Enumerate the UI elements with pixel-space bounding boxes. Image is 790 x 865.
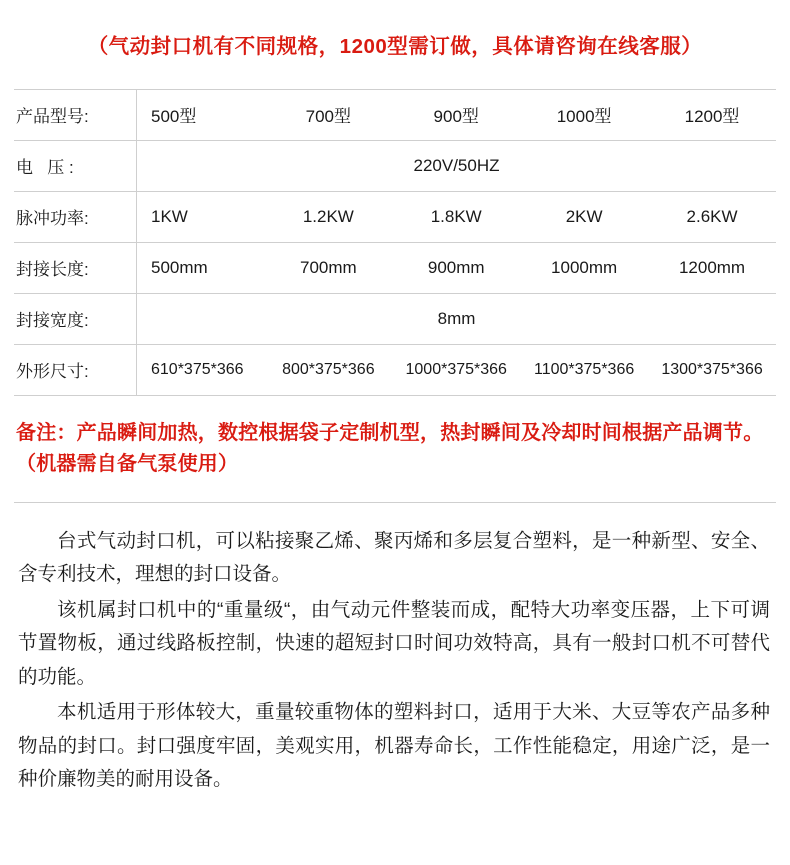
power-1200: 2.6KW — [686, 206, 738, 226]
model-500: 500型 — [151, 107, 197, 127]
seal-length-900: 900mm — [427, 257, 485, 277]
row-label-voltage-text: 电 压: — [16, 158, 79, 178]
dimensions-700: 800*375*366 — [282, 360, 375, 378]
row-label-voltage — [14, 140, 137, 191]
power-700: 1.2KW — [302, 206, 354, 226]
power-500: 1KW — [151, 206, 188, 226]
table-row — [14, 191, 776, 242]
row-label-power: 脉冲功率: — [14, 191, 137, 242]
dimensions-900: 1000*375*366 — [405, 360, 507, 378]
dimensions-1000: 1100*375*366 — [533, 360, 635, 378]
model-900: 900型 — [433, 107, 479, 127]
description-paragraph-1: 台式气动封口机，可以粘接聚乙烯、聚丙烯和多层复合塑料，是一种新型、安全、含专利技术，理想的封口设备。 — [18, 529, 770, 586]
row-label-dimensions: 外形尺寸: — [14, 344, 137, 395]
row-label-seal-width: 封接宽度: — [14, 293, 137, 344]
dimensions-500: 610*375*366 — [151, 360, 244, 378]
table-row — [14, 140, 776, 191]
seal-length-500: 500mm — [151, 257, 208, 277]
section-divider — [14, 502, 776, 503]
seal-length-1200: 1200mm — [678, 257, 746, 277]
remark-note: 备注：产品瞬间加热，数控根据袋子定制机型，热封瞬间及冷却时间根据产品调节。（机器需自备气泵使用） — [16, 421, 764, 475]
row-label-model: 产品型号: — [14, 89, 137, 140]
model-1200: 1200型 — [684, 107, 740, 127]
top-note: （气动封口机有不同规格，1200型需订做，具体请咨询在线客服） — [87, 35, 703, 58]
table-row — [14, 242, 776, 293]
table-row — [14, 344, 776, 395]
dimensions-1200: 1300*375*366 — [661, 360, 763, 378]
power-900: 1.8KW — [430, 206, 482, 226]
model-1000: 1000型 — [556, 107, 612, 127]
seal-length-700: 700mm — [299, 257, 357, 277]
description-paragraph-3: 本机适用于形体较大，重量较重物体的塑料封口，适用于大米、大豆等农产品多种物品的封口。封口强度牢固，美观实用，机器寿命长，工作性能稳定，用途广泛，是一种价廉物美的耐用设备。 — [18, 701, 770, 791]
specification-table — [14, 89, 776, 396]
table-row — [14, 89, 776, 140]
description-paragraph-2: 该机属封口机中的“重量级“，由气动元件整装而成，配特大功率变压器，上下可调节置物板，通过线路板控制，快速的超短封口时间功效特高，具有一般封口机不可替代的功能。 — [18, 598, 770, 688]
description-block — [14, 525, 776, 797]
row-label-seal-length: 封接长度: — [14, 242, 137, 293]
power-1000: 2KW — [565, 206, 603, 226]
seal-length-1000: 1000mm — [551, 257, 618, 277]
model-700: 700型 — [305, 107, 352, 127]
table-row — [14, 293, 776, 344]
voltage-value: 220V/50HZ — [413, 155, 500, 175]
seal-width-value: 8mm — [437, 308, 476, 328]
